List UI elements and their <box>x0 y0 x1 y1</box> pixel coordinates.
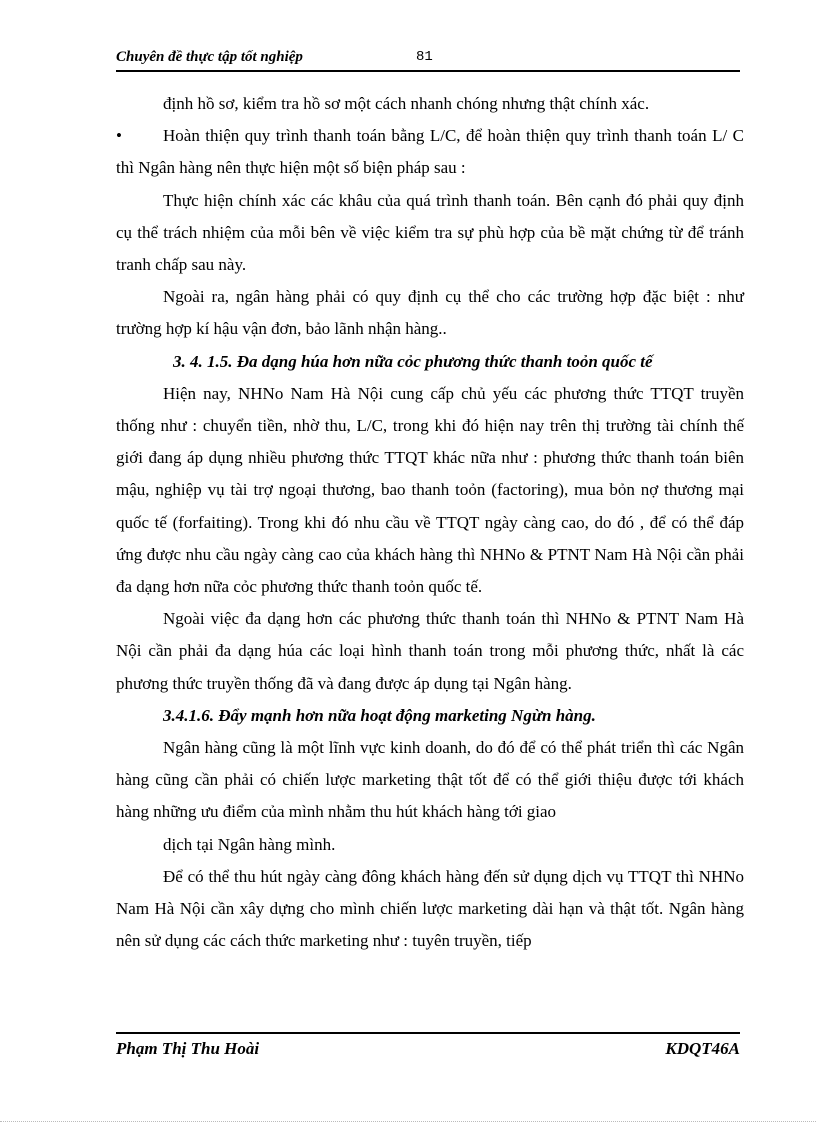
document-body <box>116 88 744 957</box>
footer-class-code: KDQT46A <box>665 1039 740 1058</box>
paragraph: Để có thể thu hút ngày càng đông khách hàng đến sử dụng dịch vụ TTQT thì NHNo Nam Hà Nội cần xây dựng cho mình chiến lược marketing dài hạn và thật tốt. Ngân hàng nên sử dụng các cách thức marketing như : tuyên truyền, tiếp <box>116 866 744 951</box>
bullet-item <box>116 120 744 184</box>
page-footer <box>116 1032 740 1063</box>
paragraph-continuation: dịch tại Ngân hàng mình. <box>163 834 336 854</box>
paragraph-continuation: định hồ sơ, kiểm tra hồ sơ một cách nhanh chóng nhưng thật chính xác. <box>163 94 650 113</box>
section-heading-3-4-1-6: 3.4.1.6. Đẩy mạnh hơn nữa hoạt động marketing Ngừn hàng. <box>163 705 596 725</box>
bullet-text: Hoàn thiện quy trình thanh toán bằng L/C, để hoàn thiện quy trình thanh toán L/ C thì Ngân hàng nên thực hiện một số biện pháp sau : <box>116 126 744 178</box>
paragraph: Ngoài ra, ngân hàng phải có quy định cụ thể cho các trường hợp đặc biệt : như trường hợp kí hậu vận đơn, bảo lãnh nhận hàng.. <box>116 287 744 339</box>
paragraph: Ngoài việc đa dạng hơn các phương thức thanh toán thì NHNo & PTNT Nam Hà Nội cần phải đa dạng húa các loại hình thanh toán trong mỗi phương thức, nhất là các phương thức truyền thống đã và đang được áp dụng tại Ngân hàng. <box>116 609 744 693</box>
footer-author: Phạm Thị Thu Hoài <box>116 1039 260 1058</box>
paragraph: Hiện nay, NHNo Nam Hà Nội cung cấp chủ yếu các phương thức TTQT truyền thống như : chuyển tiền, nhờ thu, L/C, trong khi đó hiện nay trên thị trường tài chính thế giới đang áp dụng nhiều phương thức TTQT khác nữa như : phương thức thanh toán biên mậu, nghiệp vụ tài trợ ngoại thương, bao thanh toỏn (factoring), mua bỏn nợ thương mại quốc tế (forfaiting). Trong khi đó nhu cầu về TTQT ngày càng cao, do đó , để có thể đáp ứng được nhu cầu ngày càng cao của khách hàng thì NHNo & PTNT Nam Hà Nội cần phải đa dạng hơn nữa cỏc phương thức thanh toỏn quốc tế. <box>116 383 744 597</box>
section-heading-3-4-1-5: 3. 4. 1.5. Đa dạng húa hơn nữa cỏc phương thức thanh toỏn quốc tế <box>173 351 653 371</box>
paragraph: Ngân hàng cũng là một lĩnh vực kinh doanh, do đó để có thể phát triển thì các Ngân hàng cũng cần phải có chiến lược marketing thật tốt để có thể giới thiệu được tới khách hàng những ưu điểm của mình nhằm thu hút khách hàng tới giao <box>116 738 744 822</box>
paragraph: Thực hiện chính xác các khâu của quá trình thanh toán. Bên cạnh đó phải quy định cụ thể trách nhiệm của mỗi bên về việc kiểm tra sự phù hợp của bề mặt chứng từ để tránh tranh chấp sau này. <box>116 190 744 275</box>
page-edge-divider <box>0 1121 816 1122</box>
header-title: Chuyên đề thực tập tốt nghiệp <box>116 49 303 65</box>
page-number: 81 <box>416 49 433 65</box>
bullet-mark: • <box>116 126 122 146</box>
page-header <box>116 48 740 72</box>
